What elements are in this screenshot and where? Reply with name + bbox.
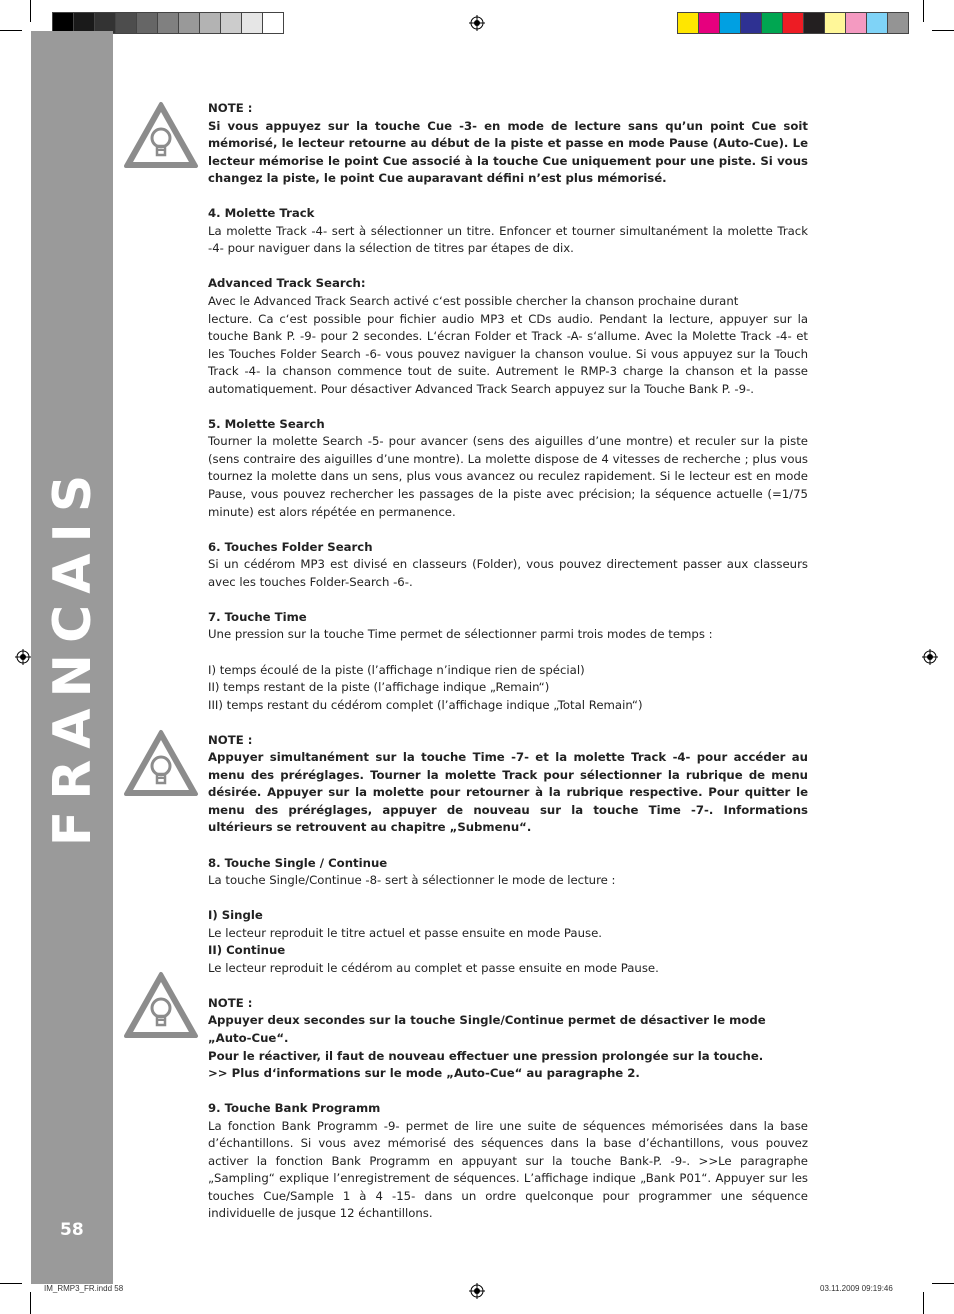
color-swatch [157, 12, 179, 34]
section-text: Tourner la molette Search -5- pour avancer (sens des aiguilles d’une montre) et reculer sur la piste (sens contraire des aiguilles d’une montre). La molette dispose de 4 vitesses de recherche ; plus vous tournez la molette dans un sens, plus vous avancez ou reculez rapidement. Si le lecteur est en mode Pause, vous pouvez rechercher les passages de la piste avec précision; la séquence actuelle (=1/75 minute) est alors répétée en permanence. [208, 434, 808, 519]
manual-text [208, 100, 808, 1223]
color-swatch [115, 12, 137, 34]
section-text: lecture. Ca c‘est possible pour fichier audio MP3 et CDs audio. Pendant la lecture, appuyer sur la touche Bank P. -9- pour 2 secondes. L‘écran Folder et Track -A- s‘allume. Avec la Molette Track -4- et les Touches Folder Search -6- vous pouvez naviguer la chanson voulue. Si vous appuyez sur la Touch Track -4- la chanson commence tout de suite. Autrement le RMP-3 charge la chanson et la passe automatiquement. Pour désactiver Advanced Track Search appuyez sur la Touche Bank P. -9-. [208, 311, 808, 396]
section-title: 8. Touche Single / Continue [208, 855, 388, 870]
section-title: 6. Touches Folder Search [208, 539, 373, 554]
crop-mark [923, 1292, 924, 1314]
warning-lightbulb-icon [123, 971, 199, 1039]
section-text: La fonction Bank Programm -9- permet de lire une suite de séquences mémorisées dans la base d’échantillons. Si vous avez mémorisé des séquences dans la base d’échantillons, vous pouvez activer la fonction Bank Programm en appuyant sur la touche Bank-P. -9-. >>Le paragraphe „Sampling“ explique l’enregistrement de séquences. L’affichage indique „Bank P01“. Appuyer sur les touches Cue/Sample 1 à 4 -15- dans un ordre quelconque pour programmer une séquence individuelle de jusque 12 échantillons. [208, 1118, 808, 1221]
section-title: 7. Touche Time [208, 609, 307, 624]
language-title: FRANCAIS [43, 463, 103, 847]
section-title: Advanced Track Search: [208, 276, 366, 291]
color-swatch [136, 12, 158, 34]
section-text: La touche Single/Continue -8- sert à sélectionner le mode de lecture : [208, 873, 616, 888]
mode-label: II) Continue [208, 943, 286, 958]
file-slug: IM_RMP3_FR.indd 58 [44, 1284, 124, 1293]
note-text: Appuyer deux secondes sur la touche Single/Continue permet de désactiver le mode „Auto-Cue“. [208, 1013, 766, 1045]
page-number: 58 [60, 1220, 84, 1240]
registration-mark-icon [15, 649, 31, 665]
crop-mark [30, 0, 31, 22]
color-swatch [824, 12, 846, 34]
note-label: NOTE : [208, 101, 253, 115]
warning-lightbulb-icon [123, 729, 199, 797]
color-swatch [866, 12, 888, 34]
crop-mark [0, 1283, 22, 1284]
section-title: 5. Molette Search [208, 416, 325, 431]
color-swatch [887, 12, 909, 34]
color-swatch [262, 12, 284, 34]
registration-mark-icon [922, 649, 938, 665]
color-swatch [803, 12, 825, 34]
color-swatch [845, 12, 867, 34]
crop-mark [932, 1283, 954, 1284]
color-swatch [677, 12, 699, 34]
mode-text: Le lecteur reproduit le titre actuel et passe ensuite en mode Pause. [208, 925, 602, 940]
note-text: Si vous appuyez sur la touche Cue -3- en mode de lecture sans qu’un point Cue soit mémorisé, le lecteur retourne au début de la piste et passe en mode Pause (Auto-Cue). Le lecteur mémorise le point Cue associé à la touche Cue uniquement pour une piste. Si vous changez la piste, le point Cue auparavant défini n’est plus mémorisé. [208, 118, 808, 186]
registration-mark-icon [469, 1283, 485, 1299]
crop-mark [0, 30, 22, 31]
note-label: NOTE : [208, 732, 253, 747]
crop-mark [923, 0, 924, 22]
color-swatch [178, 12, 200, 34]
list-item: II) temps restant de la piste (l’affichage indique „Remain“) [208, 680, 550, 695]
color-swatch [698, 12, 720, 34]
note-label: NOTE : [208, 995, 253, 1010]
note-text: Pour le réactiver, il faut de nouveau effectuer une pression prolongée sur la touche. [208, 1048, 764, 1063]
section-text: Si un cédérom MP3 est divisé en classeurs (Folder), vous pouvez directement passer aux classeurs avec les touches Folder-Search -6-. [208, 557, 808, 589]
section-title: 4. Molette Track [208, 206, 315, 221]
note-text: Appuyer simultanément sur la touche Time -7- et la molette Track -4- pour accéder au menu des préréglages. Tourner la molette Track pour sélectionner la rubrique de menu désirée. Appuyer sur la molette pour retourner à la rubrique respective. Pour quitter le menu des préréglages, appuyer de nouveau sur la touche Time -7-. Informations ultérieurs se retrouvent au chapitre „Submenu“. [208, 750, 808, 835]
color-swatch [220, 12, 242, 34]
note-text: >> Plus d‘informations sur le mode „Auto-Cue“ au paragraphe 2. [208, 1066, 640, 1081]
color-swatch [782, 12, 804, 34]
cmyk-color-bar [677, 12, 908, 34]
mode-label: I) Single [208, 908, 263, 923]
color-swatch [199, 12, 221, 34]
color-swatch [241, 12, 263, 34]
section-text: Avec le Advanced Track Search activé c‘est possible chercher la chanson prochaine durant [208, 294, 739, 309]
crop-mark [30, 1292, 31, 1314]
date-slug: 03.11.2009 09:19:46 [820, 1284, 893, 1293]
color-swatch [719, 12, 741, 34]
color-swatch [740, 12, 762, 34]
warning-lightbulb-icon [123, 101, 199, 169]
section-text: Une pression sur la touche Time permet de sélectionner parmi trois modes de temps : [208, 627, 713, 642]
mode-text: Le lecteur reproduit le cédérom au complet et passe ensuite en mode Pause. [208, 960, 659, 975]
list-item: III) temps restant du cédérom complet (l’affichage indique „Total Remain“) [208, 697, 643, 712]
registration-mark-icon [469, 15, 485, 31]
list-item: I) temps écoulé de la piste (l’affichage n’indique rien de spécial) [208, 662, 585, 677]
section-title: 9. Touche Bank Programm [208, 1101, 381, 1116]
crop-mark [932, 30, 954, 31]
color-swatch [761, 12, 783, 34]
section-text: La molette Track -4- sert à sélectionner un titre. Enfoncer et tourner simultanément la molette Track -4- pour naviguer dans la sélection de titres par étapes de dix. [208, 223, 808, 256]
